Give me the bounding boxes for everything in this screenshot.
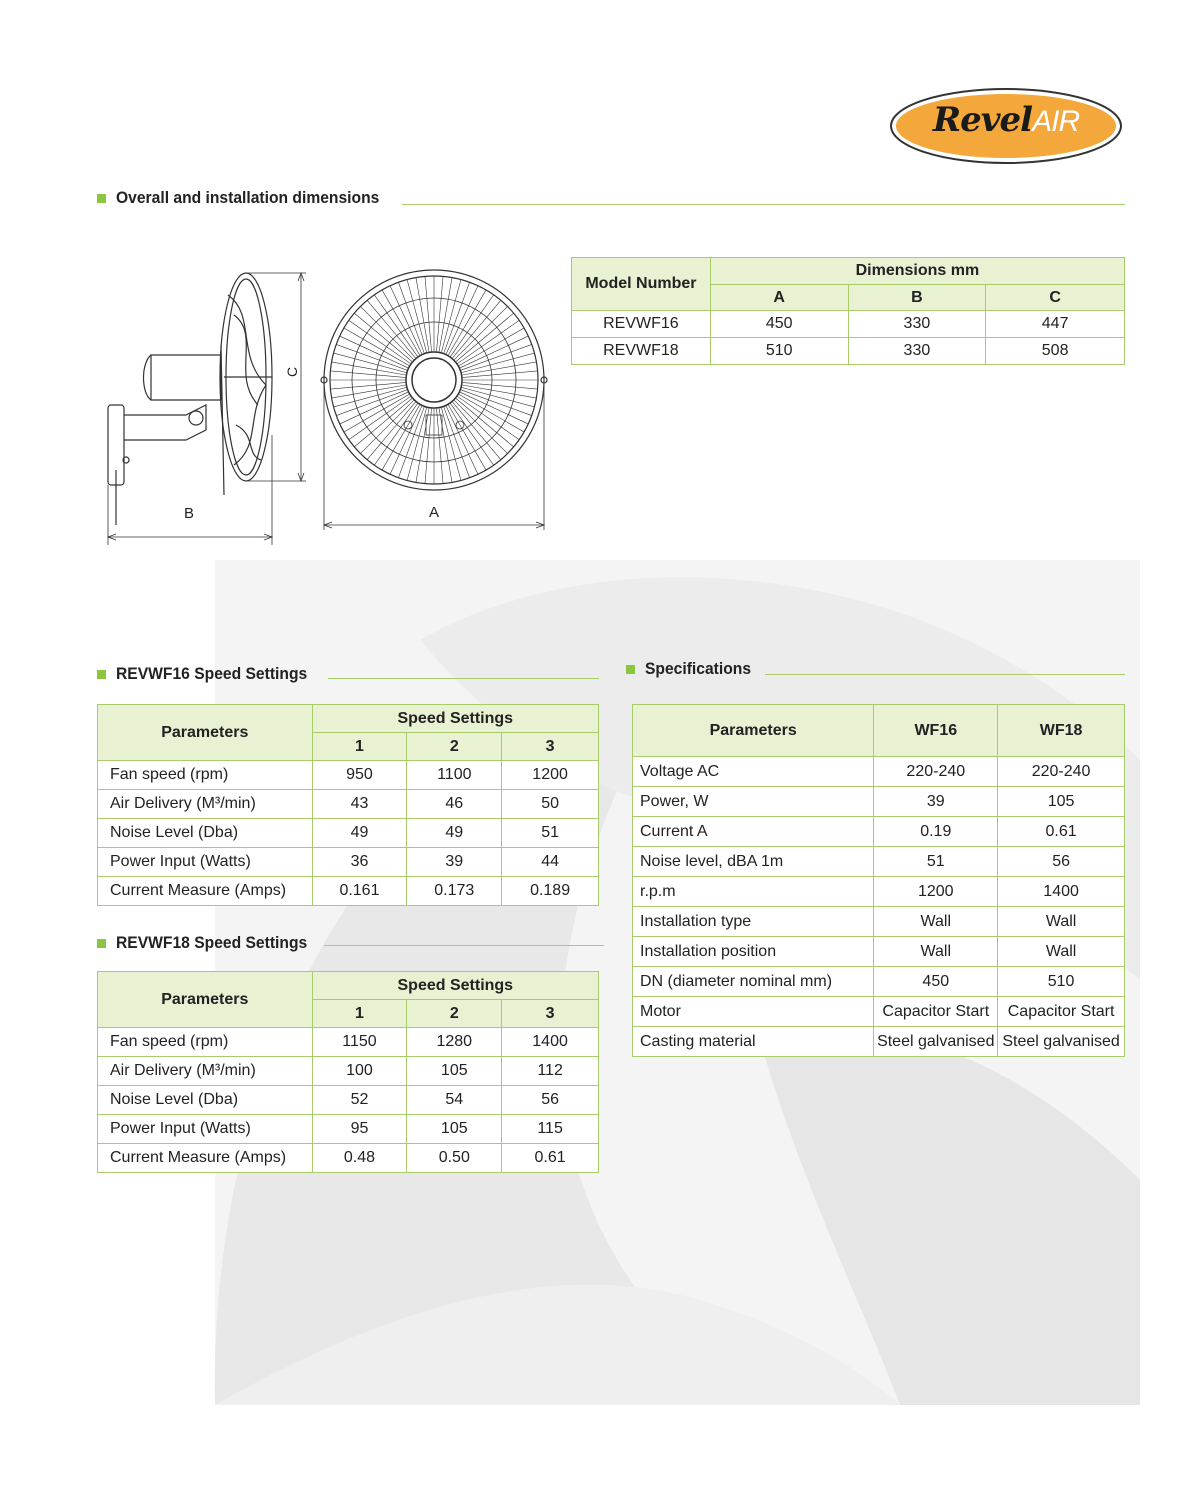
fan-guard-spoke <box>458 328 524 366</box>
fan-guard-spoke <box>332 385 407 398</box>
fan-guard-spoke <box>334 387 407 407</box>
fan-guard-spoke <box>446 405 478 474</box>
dimensions-group-header: Dimensions mm <box>710 258 1124 285</box>
dimension-b-marker <box>108 435 272 545</box>
value-cell: Wall <box>874 937 998 967</box>
fan-guard-spoke <box>360 306 414 360</box>
fan-guard-spoke <box>398 406 424 477</box>
speed-col-header: 1 <box>312 733 407 761</box>
fan-guard-spoke <box>461 387 534 407</box>
value-cell: 450 <box>710 311 848 338</box>
param-label: Voltage AC <box>633 757 874 787</box>
section-specs-title: Specifications <box>626 659 760 679</box>
param-label: Casting material <box>633 1027 874 1057</box>
dimension-b-label: B <box>184 505 195 522</box>
fan-dimension-diagram <box>96 255 566 555</box>
section-divider <box>765 674 1125 675</box>
section-bullet-icon <box>97 194 106 203</box>
value-cell: 36 <box>312 848 407 877</box>
value-cell: 0.19 <box>874 817 998 847</box>
value-cell: 39 <box>407 848 502 877</box>
value-cell: 1200 <box>874 877 998 907</box>
fan-guard-spoke <box>330 382 406 389</box>
table-row <box>633 787 1125 817</box>
dimensions-col-header: C <box>986 285 1125 311</box>
fan-guard-spoke <box>441 407 461 480</box>
value-cell: 51 <box>502 819 599 848</box>
param-label: Current Measure (Amps) <box>98 877 313 906</box>
fan-guard-spoke <box>455 398 513 447</box>
value-cell: Capacitor Start <box>874 997 998 1027</box>
param-label: Motor <box>633 997 874 1027</box>
fan-guard-spoke <box>454 306 508 360</box>
value-cell: 0.61 <box>998 817 1125 847</box>
table-row <box>633 817 1125 847</box>
section-bullet-icon <box>626 665 635 674</box>
value-cell: 220-240 <box>874 757 998 787</box>
fan-guard-spoke <box>448 290 486 356</box>
fan-guard-spoke <box>425 276 432 352</box>
param-label: Noise Level (Dba) <box>98 1086 313 1115</box>
model-cell: REVWF18 <box>572 338 711 365</box>
param-label: Installation type <box>633 907 874 937</box>
fan-guard-spoke <box>349 396 411 440</box>
fan-guard-spoke <box>398 282 424 353</box>
fan-guard-spoke <box>367 300 416 358</box>
wf16-speed-table <box>97 704 599 906</box>
fan-guard-spoke <box>450 295 494 357</box>
dimensions-table <box>571 257 1125 365</box>
model-cell: REVWF16 <box>572 311 711 338</box>
table-row <box>633 847 1125 877</box>
value-cell: 950 <box>312 761 407 790</box>
param-label: Noise level, dBA 1m <box>633 847 874 877</box>
speed-group-header: Speed Settings <box>312 972 598 1000</box>
specifications-table <box>632 704 1125 1057</box>
fan-guard-spoke <box>374 295 418 357</box>
value-cell: 0.189 <box>502 877 599 906</box>
param-label: Power Input (Watts) <box>98 1115 313 1144</box>
section-divider <box>402 204 1125 205</box>
value-cell: 49 <box>312 819 407 848</box>
fan-guard-spoke <box>454 400 508 454</box>
table-row <box>98 877 599 906</box>
table-row <box>572 338 1125 365</box>
param-label: Noise Level (Dba) <box>98 819 313 848</box>
value-cell: 49 <box>407 819 502 848</box>
fan-guard-spoke <box>448 404 486 470</box>
fan-guard-spoke <box>407 407 427 480</box>
fan-guard-spoke <box>461 353 534 373</box>
fan-guard-spoke <box>354 398 412 447</box>
fan-front-view <box>321 270 547 490</box>
fan-guard-spoke <box>452 401 501 459</box>
table-row <box>633 967 1125 997</box>
section-divider <box>324 945 604 946</box>
param-label: Current A <box>633 817 874 847</box>
value-cell: Wall <box>874 907 998 937</box>
fan-guard-spoke <box>444 282 470 353</box>
param-header: Parameters <box>98 705 313 761</box>
value-cell: 1400 <box>502 1028 599 1057</box>
param-label: Current Measure (Amps) <box>98 1144 313 1173</box>
fan-guard-spoke <box>367 401 416 459</box>
fan-guard-spoke <box>382 404 420 470</box>
value-cell: 0.161 <box>312 877 407 906</box>
value-cell: 46 <box>407 790 502 819</box>
value-cell: 44 <box>502 848 599 877</box>
fan-guard-spoke <box>344 394 410 432</box>
value-cell: 50 <box>502 790 599 819</box>
dimensions-col-header: A <box>710 285 848 311</box>
dimensions-col-header: B <box>848 285 986 311</box>
value-cell: 450 <box>874 967 998 997</box>
value-cell: 508 <box>986 338 1125 365</box>
logo-brand-text: Revel <box>932 100 1033 140</box>
fan-guard-spoke <box>444 406 470 477</box>
value-cell: 39 <box>874 787 998 817</box>
fan-guard-spoke <box>458 394 524 432</box>
value-cell: Steel galvanised <box>874 1027 998 1057</box>
value-cell: 105 <box>407 1057 502 1086</box>
fan-guard-spoke <box>340 392 409 424</box>
fan-guard-spoke <box>436 276 443 352</box>
fan-guard-spoke <box>416 408 429 483</box>
brand-logo <box>888 86 1124 166</box>
table-row <box>633 1027 1125 1057</box>
table-row <box>633 937 1125 967</box>
section-divider <box>328 678 599 679</box>
fan-guard-spoke <box>390 405 422 474</box>
speed-col-header: 1 <box>312 1000 407 1028</box>
table-row <box>98 1086 599 1115</box>
fan-guard-spoke <box>457 320 519 364</box>
fan-guard-spoke <box>460 344 531 370</box>
value-cell: 115 <box>502 1115 599 1144</box>
table-row <box>98 819 599 848</box>
table-row <box>633 757 1125 787</box>
value-cell: 95 <box>312 1115 407 1144</box>
section-wf16-title: REVWF16 Speed Settings <box>97 664 324 684</box>
value-cell: 1200 <box>502 761 599 790</box>
value-cell: 330 <box>848 311 986 338</box>
value-cell: 100 <box>312 1057 407 1086</box>
model-col-header: WF18 <box>998 705 1125 757</box>
param-label: Installation position <box>633 937 874 967</box>
value-cell: 54 <box>407 1086 502 1115</box>
table-row <box>98 848 599 877</box>
fan-guard-spoke <box>457 396 519 440</box>
value-cell: 330 <box>848 338 986 365</box>
fan-guard-spoke <box>462 362 537 375</box>
fan-guard-spoke <box>462 385 537 398</box>
table-row <box>633 877 1125 907</box>
fan-guard-spoke <box>340 336 409 368</box>
value-cell: 56 <box>998 847 1125 877</box>
fan-guard-spoke <box>455 313 513 362</box>
table-row <box>98 761 599 790</box>
value-cell: Capacitor Start <box>998 997 1125 1027</box>
value-cell: 105 <box>407 1115 502 1144</box>
value-cell: 51 <box>874 847 998 877</box>
fan-side-view <box>108 273 272 525</box>
param-label: Air Delivery (M³/min) <box>98 790 313 819</box>
param-label: Air Delivery (M³/min) <box>98 1057 313 1086</box>
value-cell: 52 <box>312 1086 407 1115</box>
dimensions-model-header: Model Number <box>572 258 711 311</box>
value-cell: 220-240 <box>998 757 1125 787</box>
table-row <box>633 907 1125 937</box>
fan-guard-spoke <box>374 403 418 465</box>
fan-guard-spoke <box>439 278 452 353</box>
value-cell: 447 <box>986 311 1125 338</box>
value-cell: 1280 <box>407 1028 502 1057</box>
dimension-a-label: A <box>429 504 440 521</box>
fan-guard-spoke <box>452 300 501 358</box>
fan-guard-spoke <box>354 313 412 362</box>
value-cell: 1100 <box>407 761 502 790</box>
fan-guard-spoke <box>459 336 528 368</box>
fan-guard-spoke <box>332 362 407 375</box>
fan-guard-spoke <box>416 278 429 353</box>
param-label: Fan speed (rpm) <box>98 1028 313 1057</box>
section-wf18-title: REVWF18 Speed Settings <box>97 933 324 953</box>
fan-guard-spoke <box>407 280 427 353</box>
fan-guard-spoke <box>439 408 452 483</box>
value-cell: Wall <box>998 907 1125 937</box>
fan-guard-spoke <box>344 328 410 366</box>
fan-guard-spoke <box>349 320 411 364</box>
param-label: DN (diameter nominal mm) <box>633 967 874 997</box>
table-row <box>98 1057 599 1086</box>
param-label: Fan speed (rpm) <box>98 761 313 790</box>
param-label: r.p.m <box>633 877 874 907</box>
model-col-header: WF16 <box>874 705 998 757</box>
value-cell: 1400 <box>998 877 1125 907</box>
wf18-speed-table <box>97 971 599 1173</box>
value-cell: 105 <box>998 787 1125 817</box>
table-row <box>633 997 1125 1027</box>
speed-col-header: 3 <box>502 1000 599 1028</box>
param-label: Power, W <box>633 787 874 817</box>
value-cell: 43 <box>312 790 407 819</box>
section-bullet-icon <box>97 670 106 679</box>
fan-guard-spoke <box>460 390 531 416</box>
logo-wordmark <box>888 100 1124 140</box>
value-cell: 0.48 <box>312 1144 407 1173</box>
value-cell: Wall <box>998 937 1125 967</box>
speed-col-header: 3 <box>502 733 599 761</box>
value-cell: 0.50 <box>407 1144 502 1173</box>
fan-guard-spoke <box>360 400 414 454</box>
table-row <box>98 790 599 819</box>
dimension-c-label: C <box>284 366 300 377</box>
fan-guard-spoke <box>336 390 407 416</box>
value-cell: 510 <box>998 967 1125 997</box>
value-cell: 56 <box>502 1086 599 1115</box>
param-label: Power Input (Watts) <box>98 848 313 877</box>
table-row <box>98 1144 599 1173</box>
value-cell: 112 <box>502 1057 599 1086</box>
table-row <box>98 1115 599 1144</box>
section-bullet-icon <box>97 939 106 948</box>
value-cell: 1150 <box>312 1028 407 1057</box>
fan-guard-spoke <box>446 286 478 355</box>
fan-guard-spoke <box>450 403 494 465</box>
speed-col-header: 2 <box>407 733 502 761</box>
param-header: Parameters <box>633 705 874 757</box>
section-dimensions-title: Overall and installation dimensions <box>97 188 402 208</box>
logo-suffix-text: AIR <box>1032 105 1080 138</box>
fan-guard-spoke <box>462 382 538 389</box>
value-cell: Steel galvanised <box>998 1027 1125 1057</box>
table-row <box>98 1028 599 1057</box>
value-cell: 0.173 <box>407 877 502 906</box>
fan-guard-spoke <box>462 371 538 378</box>
value-cell: 0.61 <box>502 1144 599 1173</box>
speed-group-header: Speed Settings <box>312 705 598 733</box>
table-row <box>572 311 1125 338</box>
speed-col-header: 2 <box>407 1000 502 1028</box>
fan-guard-spoke <box>390 286 422 355</box>
value-cell: 510 <box>710 338 848 365</box>
fan-guard-spoke <box>382 290 420 356</box>
fan-guard-spoke <box>459 392 528 424</box>
param-header: Parameters <box>98 972 313 1028</box>
fan-guard-spoke <box>441 280 461 353</box>
fan-guard-spoke <box>330 371 406 378</box>
fan-guard-spoke <box>334 353 407 373</box>
fan-guard-spoke <box>336 344 407 370</box>
